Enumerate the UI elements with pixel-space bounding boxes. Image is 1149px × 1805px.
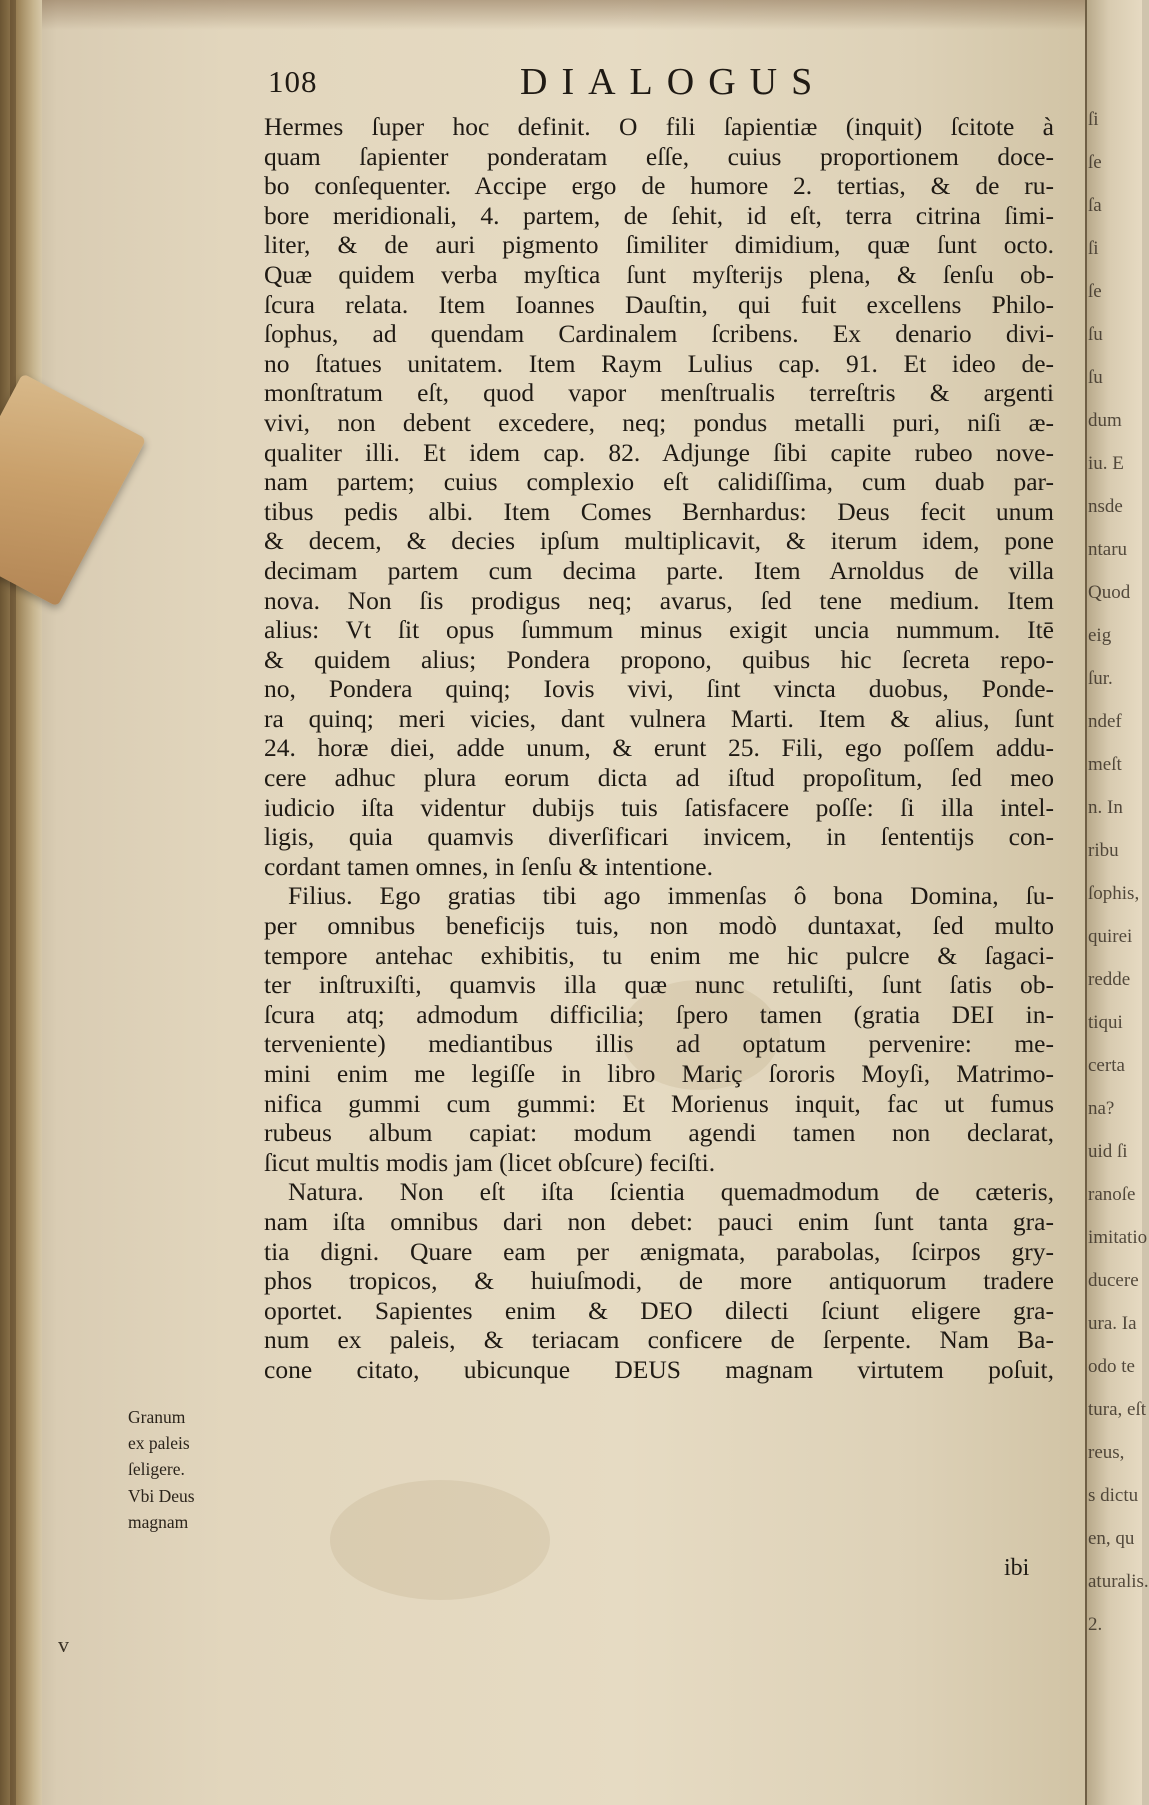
running-title: DIALOGUS: [520, 61, 827, 103]
book-binding: [0, 0, 42, 1805]
text-line: nam partem; cuius complexio eſt calidiſſima, cum duab par-: [264, 467, 1054, 497]
margin-note-line: ſeligere.: [128, 1459, 185, 1480]
facing-page-fragment: ſophis,: [1088, 883, 1140, 904]
facing-page-fragment: ribu: [1088, 840, 1119, 861]
margin-note-line: magnam: [128, 1511, 189, 1532]
text-line: tibus pedis albi. Item Comes Bernhardus: Deus fecit unum: [264, 496, 1054, 526]
facing-page-fragment: ſe: [1088, 281, 1102, 302]
facing-page-fragment: ndef: [1088, 711, 1122, 732]
text-line: terveniente) mediantibus illis ad optatum pervenire: me-: [264, 1029, 1054, 1059]
catchword: ibi: [1004, 1555, 1030, 1581]
text-line: no, Pondera quinq; Iovis vivi, ſint vincta duobus, Ponde-: [264, 674, 1054, 704]
margin-note: [128, 1404, 240, 1535]
facing-page-fragment: imitatio: [1088, 1227, 1148, 1248]
margin-note-line: Granum: [128, 1407, 186, 1427]
text-line: 24. horæ diei, adde unum, & erunt 25. Fili, ego poſſem addu-: [264, 733, 1054, 763]
text-line: per omnibus beneficijs tuis, non modò duntaxat, ſed multo: [264, 911, 1054, 941]
text-line: iudicio iſta videntur dubijs tuis ſatisfacere poſſe: ſi illa intel-: [264, 792, 1054, 822]
text-line: monſtratum eſt, quod vapor menſtrualis terreſtris & argenti: [264, 378, 1054, 408]
facing-page-fragment: tiqui: [1088, 1012, 1123, 1033]
facing-page-fragment: quirei: [1088, 926, 1133, 947]
text-line: mini enim me legiſſe in libro Mariç ſororis Moyſi, Matrimo-: [264, 1059, 1054, 1088]
page-header: [268, 61, 1058, 108]
text-line: Natura. Non eſt iſta ſcientia quemadmodum de cæteris,: [288, 1177, 1054, 1207]
text-line: tempore antehac exhibitis, tu enim me hic pulcre & ſagaci-: [264, 940, 1054, 970]
text-line: ra quinq; meri vicies, dant vulnera Marti. Item & alius, ſunt: [264, 703, 1054, 733]
facing-page-fragment: eig: [1088, 625, 1112, 646]
facing-page-fragment: n. In: [1088, 797, 1123, 818]
text-line: no ſtatues unitatem. Item Raym Lulius cap. 91. Et ideo de-: [264, 348, 1054, 378]
text-line: tia digni. Quare eam per ænigmata, parabolas, ſcirpos gry-: [264, 1236, 1054, 1266]
text-line: vivi, non debent excedere, neq; pondus metalli puri, niſi æ-: [264, 407, 1054, 437]
facing-page-fragment: en, qu: [1088, 1528, 1135, 1549]
facing-page-fragment: certa: [1088, 1055, 1125, 1076]
top-shadow: [0, 0, 1140, 30]
facing-page-fragment: aturalis.: [1088, 1571, 1149, 1592]
text-line: quam ſapienter ponderatam eſſe, cuius proportionem doce-: [264, 141, 1054, 171]
facing-page-fragment: ſa: [1088, 195, 1102, 216]
facing-page-fragment: ducere: [1088, 1270, 1139, 1291]
text-line: oportet. Sapientes enim & DEO dilecti ſciunt eligere gra-: [264, 1295, 1054, 1325]
text-line: cordant tamen omnes, in ſenſu & intentione.: [264, 851, 713, 881]
body-text: [264, 112, 1054, 1385]
facing-page-fragment: redde: [1088, 969, 1131, 990]
facing-page-fragment: ranoſe: [1088, 1184, 1136, 1205]
facing-page-fragment: ntaru: [1088, 539, 1128, 560]
facing-page-fragment: nsde: [1088, 496, 1123, 517]
facing-page-fragment: uid ſi: [1088, 1141, 1128, 1162]
signature-mark: v: [58, 1632, 69, 1657]
facing-page-fragment: ura. Ia: [1088, 1313, 1137, 1334]
facing-page-fragment: ſi: [1088, 238, 1099, 259]
facing-page-fragment: dum: [1088, 410, 1122, 431]
facing-page-fragment: na?: [1088, 1098, 1115, 1119]
facing-page-fragment: ſur.: [1088, 668, 1113, 689]
text-line: ſcura relata. Item Ioannes Dauſtin, qui fuit excellens Philo-: [264, 289, 1054, 319]
text-line: Filius. Ego gratias tibi ago immenſas ô bona Domina, ſu-: [288, 881, 1054, 911]
wooden-page-holder: [0, 373, 146, 606]
facing-page-fragment: Quod: [1088, 582, 1131, 603]
text-line: nifica gummi cum gummi: Et Morienus inquit, fac ut fumus: [264, 1088, 1054, 1118]
facing-page-fragment: ſi: [1088, 109, 1099, 130]
facing-page-fragment: odo te: [1088, 1356, 1135, 1377]
text-line: cone citato, ubicunque DEUS magnam virtutem poſuit,: [264, 1354, 1054, 1384]
text-line: ter inſtruxiſti, quamvis illa quæ nunc retuliſti, ſunt ſatis ob-: [264, 970, 1054, 1000]
text-line: ſcura atq; admodum difficilia; ſpero tamen (gratia DEI in-: [264, 999, 1054, 1029]
text-line: nam iſta omnibus dari non debet: pauci enim ſunt tanta gra-: [264, 1206, 1054, 1236]
facing-page-fragment: ſu: [1088, 324, 1103, 345]
text-line: ligis, quia quamvis diverſificari invicem, in ſententijs con-: [264, 822, 1054, 852]
text-line: liter, & de auri pigmento ſimiliter dimidium, quæ ſunt octo.: [264, 230, 1054, 260]
page-number: 108: [268, 64, 318, 99]
text-line: decimam partem cum decima parte. Item Arnoldus de villa: [264, 555, 1054, 585]
facing-page-fragment: ſu: [1088, 367, 1103, 388]
facing-page-fragment: 2.: [1088, 1614, 1103, 1635]
text-line: rubeus album capiat: modum agendi tamen non declarat,: [264, 1118, 1054, 1148]
text-line: nova. Non ſis prodigus neq; avarus, ſed tene medium. Item: [264, 585, 1054, 615]
paper-stain: [330, 1480, 550, 1600]
margin-note-line: ex paleis: [128, 1433, 190, 1454]
text-line: ſophus, ad quendam Cardinalem ſcribens. Ex denario divi-: [264, 319, 1054, 349]
facing-page-fragment: s dictu: [1088, 1485, 1139, 1506]
facing-page-fragment: tura, eſt: [1088, 1399, 1147, 1420]
text-line: & decem, & decies ipſum multiplicavit, & iterum idem, pone: [264, 526, 1054, 556]
text-line: alius: Vt ſit opus ſummum minus exigit uncia nummum. Itē: [264, 615, 1054, 645]
facing-page-fragment: iu. E: [1088, 453, 1124, 474]
text-line: & quidem alius; Pondera propono, quibus hic ſecreta repo-: [264, 644, 1054, 674]
text-line: bo conſequenter. Accipe ergo de humore 2. tertias, & de ru-: [264, 171, 1054, 201]
facing-page-fragment: reus,: [1088, 1442, 1125, 1463]
facing-page-fragment: meſt: [1088, 754, 1122, 775]
text-line: num ex paleis, & teriacam conficere de ſerpente. Nam Ba-: [264, 1325, 1054, 1355]
text-line: cere adhuc plura eorum dicta ad iſtud propoſitum, ſed meo: [264, 763, 1054, 793]
text-line: Quæ quidem verba myſtica ſunt myſterijs plena, & ſenſu ob-: [264, 259, 1054, 289]
text-line: qualiter illi. Et idem cap. 82. Adjunge ſibi capite rubeo nove-: [264, 437, 1054, 467]
text-line: ſicut multis modis jam (licet obſcure) feciſti.: [264, 1147, 716, 1177]
text-line: Hermes ſuper hoc definit. O fili ſapientiæ (inquit) ſcitote à: [264, 112, 1054, 141]
text-line: bore meridionali, 4. partem, de ſehit, id eſt, terra citrina ſimi-: [264, 200, 1054, 230]
margin-note-line: Vbi Deus: [128, 1485, 195, 1506]
text-line: phos tropicos, & huiuſmodi, de more antiquorum tradere: [264, 1266, 1054, 1296]
facing-page-fragment: ſe: [1088, 152, 1102, 173]
